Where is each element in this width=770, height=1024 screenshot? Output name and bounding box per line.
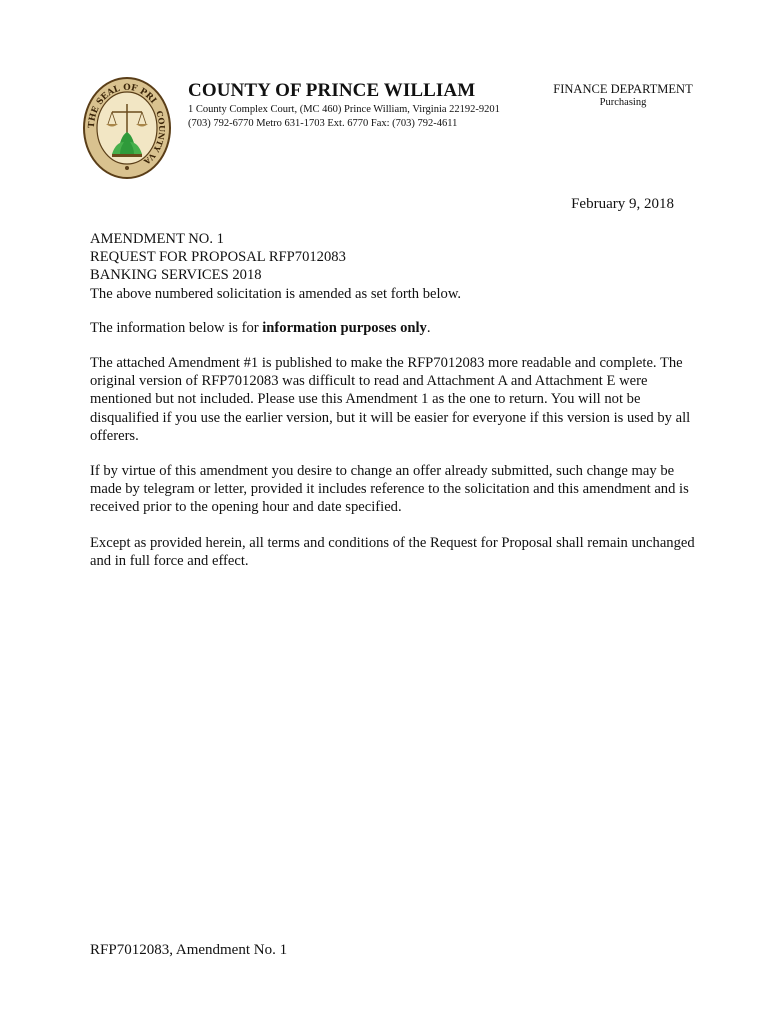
heading-line-3: BANKING SERVICES 2018 — [90, 267, 262, 284]
county-seal-logo — [82, 76, 172, 180]
page-footer: RFP7012083, Amendment No. 1 — [90, 942, 288, 958]
organization-name: COUNTY OF PRINCE WILLIAM — [188, 80, 476, 101]
letter-body — [90, 230, 700, 587]
heading-line-4: The above numbered solicitation is amended as set forth below. — [90, 285, 462, 302]
amendment-heading — [90, 230, 700, 303]
body-paragraph-1: The attached Amendment #1 is published to make the RFP7012083 more readable and complete. The original version of RFP7012083 was difficult to read and Attachment A and Attachment E were mentioned but not included. Please use this Amendment 1 as the one to return. You will not be disqualified if you use the earlier version, but it will be easier for everyone if this version is used by all offerers. — [90, 355, 691, 444]
body-paragraph-2: If by virtue of this amendment you desire to change an offer already submitted, such change may be made by telegram or letter, provided it includes reference to the solicitation and this amendment and is received prior to the opening hour and date specified. — [90, 463, 689, 516]
seal-text-top: THE SEAL OF PRI — [86, 82, 159, 129]
info-suffix: . — [426, 319, 431, 336]
division-name: Purchasing — [599, 97, 647, 108]
info-bold: information purposes only — [262, 319, 427, 336]
organization-address — [188, 103, 500, 131]
address-line-2: (703) 792-6770 Metro 631-1703 Ext. 6770 Fax: (703) 792-4611 — [188, 118, 458, 129]
department-name: FINANCE DEPARTMENT — [553, 82, 693, 96]
body-paragraph-3: Except as provided herein, all terms and conditions of the Request for Proposal shall remain unchanged and in full force and effect. — [90, 534, 695, 569]
heading-line-2: REQUEST FOR PROPOSAL RFP7012083 — [90, 249, 346, 266]
department-block — [548, 82, 698, 110]
seal-text-right: COUNTY VA — [141, 109, 168, 167]
info-paragraph — [90, 319, 700, 337]
info-prefix: The information below is for — [90, 319, 263, 336]
address-line-1: 1 County Complex Court, (MC 460) Prince William, Virginia 22192-9201 — [188, 104, 500, 115]
heading-line-1: AMENDMENT NO. 1 — [90, 231, 224, 247]
letter-date: February 9, 2018 — [571, 196, 674, 212]
